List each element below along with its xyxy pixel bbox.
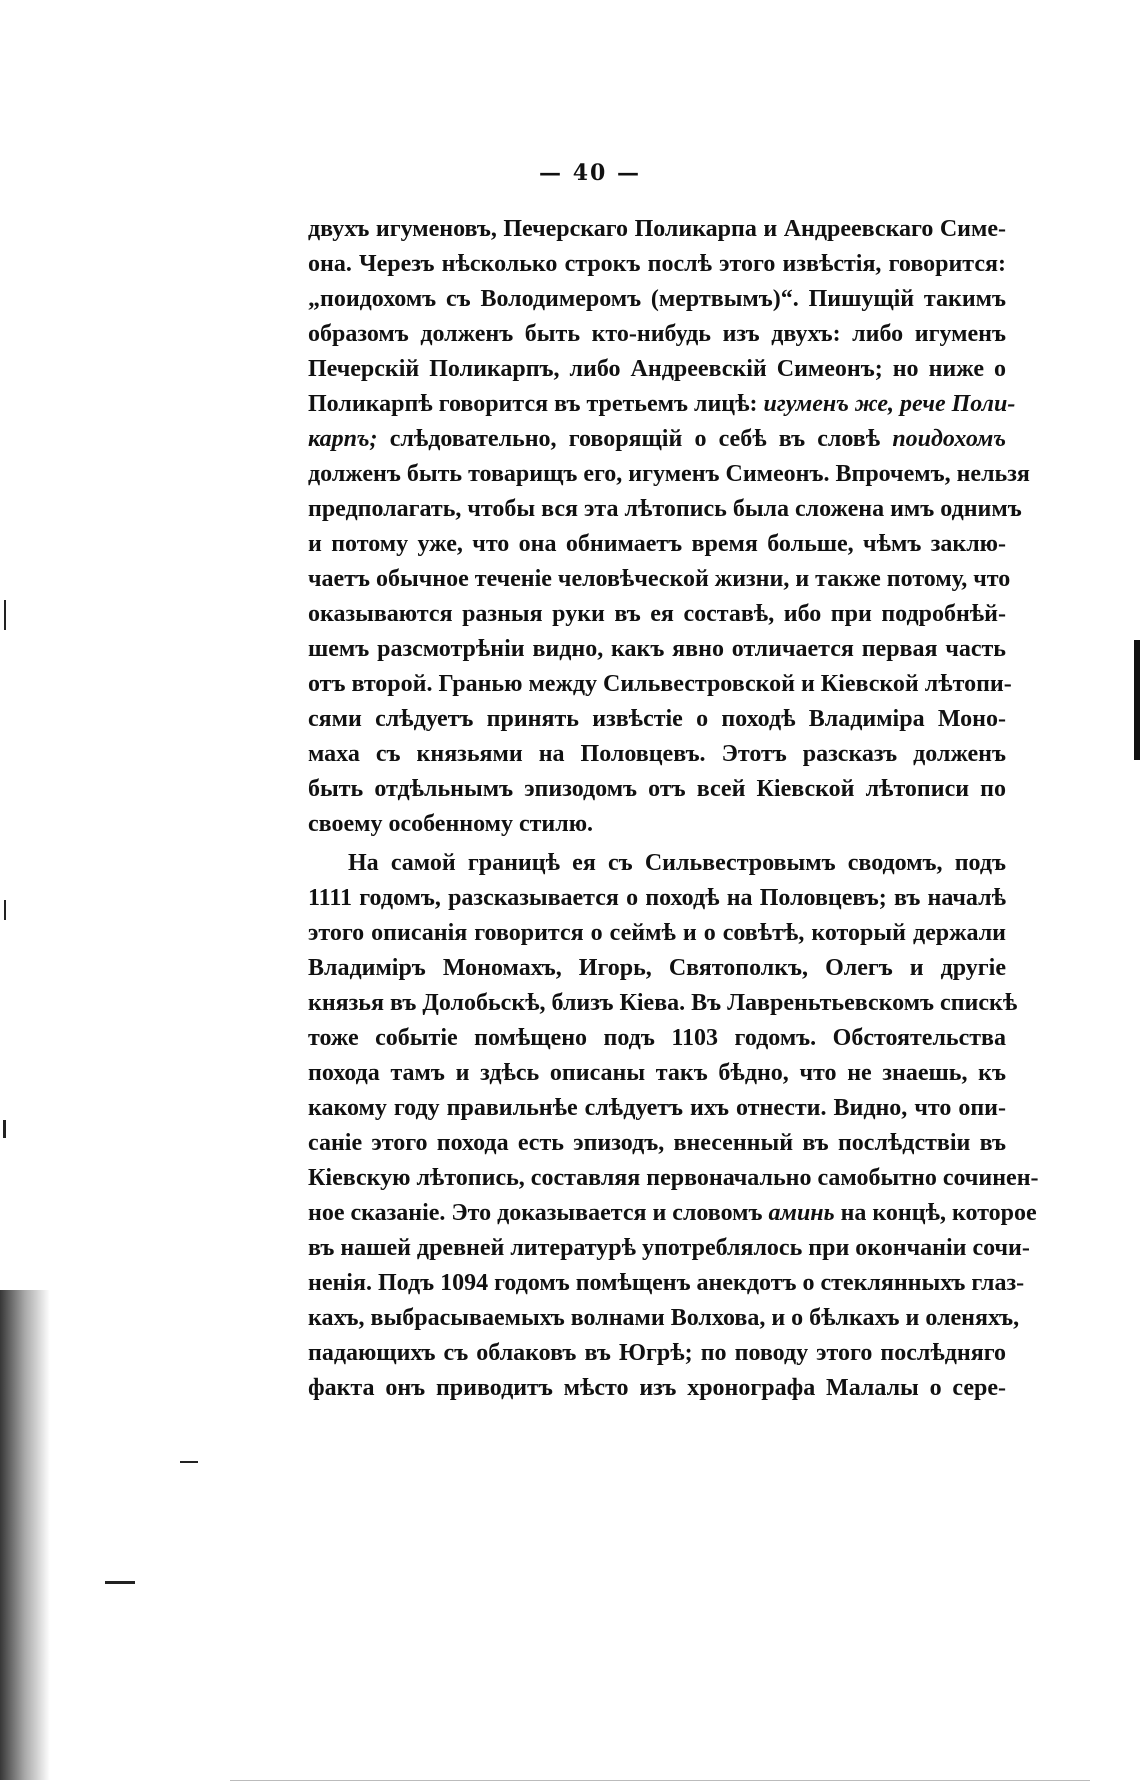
text-line: 1111 годомъ, разсказывается о походѣ на Половцевъ; въ началѣ	[308, 885, 1006, 911]
text-line: какому году правильнѣе слѣдуетъ ихъ отнести. Видно, что опи-	[308, 1095, 1006, 1121]
scan-artifact	[3, 1120, 6, 1138]
text-line: падающихъ съ облаковъ въ Югрѣ; по поводу этого послѣдняго	[308, 1340, 1006, 1366]
italic-quote: игуменъ же, рече Поли-	[763, 391, 1016, 417]
text-line: князья въ Долобьскѣ, близъ Кіева. Въ Лавреньтьевскомъ спискѣ	[308, 990, 1018, 1016]
text-line: оказываются разныя руки въ ея составѣ, ибо при подробнѣй-	[308, 601, 1006, 627]
text-line: отъ второй. Гранью между Сильвестровской и Кіевской лѣтопи-	[308, 671, 1012, 697]
text-line: она. Черезъ нѣсколько строкъ послѣ этого извѣстія, говорится:	[308, 251, 1006, 277]
italic-quote: карпъ;	[308, 426, 378, 452]
text-segment: на концѣ, которое	[840, 1200, 1037, 1226]
text-line: двухъ игуменовъ, Печерскаго Поликарпа и Андреевскаго Симе-	[308, 216, 1006, 242]
text-line	[308, 422, 1006, 457]
italic-word: поидохомъ	[892, 426, 1007, 452]
scan-artifact	[4, 900, 6, 920]
text-segment: ное сказаніе. Это доказывается и словомъ	[308, 1200, 763, 1226]
text-line: Владиміръ Мономахъ, Игорь, Святополкъ, Олегъ и другіе	[308, 955, 1006, 981]
text-line: образомъ долженъ быть кто-нибудь изъ двухъ: либо игуменъ	[308, 321, 1006, 347]
text-line: Кіевскую лѣтопись, составляя первоначально самобытно сочинен-	[308, 1165, 1039, 1191]
scan-artifact	[180, 1461, 198, 1463]
text-line: факта онъ приводитъ мѣсто изъ хронографа Малалы о сере-	[308, 1375, 1006, 1401]
scan-artifact	[1134, 640, 1140, 760]
text-line: и потому уже, что она обнимаетъ время больше, чѣмъ заклю-	[308, 531, 1006, 557]
text-line: сями слѣдуетъ принять извѣстіе о походѣ Владиміра Моно-	[308, 706, 1006, 732]
text-line: своему особенному стилю.	[308, 811, 594, 837]
page-number: — 40 —	[539, 160, 641, 186]
scan-artifact	[230, 1780, 1090, 1781]
scan-artifact	[105, 1581, 135, 1584]
text-line: шемъ разсмотрѣніи видно, какъ явно отличается первая часть	[308, 636, 1006, 662]
text-line: быть отдѣльнымъ эпизодомъ отъ всей Кіевской лѣтописи по	[308, 776, 1006, 802]
text-line: На самой границѣ ея съ Сильвестровымъ сводомъ, подъ	[348, 850, 1006, 876]
text-segment: слѣдовательно, говорящій о себѣ въ словѣ	[389, 426, 881, 452]
scan-artifact	[4, 600, 6, 630]
text-line	[308, 1196, 1037, 1231]
text-line: кахъ, выбрасываемыхъ волнами Волхова, и о бѣлкахъ и оленяхъ,	[308, 1305, 1020, 1331]
binding-shadow	[0, 1290, 50, 1780]
body-text	[308, 212, 1039, 1406]
italic-word: аминь	[768, 1200, 835, 1226]
text-line: въ нашей древней литературѣ употреблялось при окончаніи сочи-	[308, 1235, 1030, 1261]
text-segment: Поликарпѣ говорится въ третьемъ лицѣ:	[308, 391, 758, 417]
text-line: „поидохомъ съ Володимеромъ (мертвымъ)“. Пишущій такимъ	[308, 286, 1006, 312]
text-line: ненія. Подъ 1094 годомъ помѣщенъ анекдотъ о стеклянныхъ глаз-	[308, 1270, 1025, 1296]
text-line: долженъ быть товарищъ его, игуменъ Симеонъ. Впрочемъ, нельзя	[308, 461, 1030, 487]
text-line: маха съ князьями на Половцевъ. Этотъ разсказъ долженъ	[308, 741, 1006, 767]
text-line	[308, 387, 1016, 422]
text-line: этого описанія говорится о сеймѣ и о совѣтѣ, который держали	[308, 920, 1006, 946]
text-line: тоже событіе помѣщено подъ 1103 годомъ. Обстоятельства	[308, 1025, 1006, 1051]
text-line: чаетъ обычное теченіе человѣческой жизни, и также потому, что	[308, 566, 1011, 592]
text-line: похода тамъ и здѣсь описаны такъ бѣдно, что не знаешь, къ	[308, 1060, 1006, 1086]
text-line: предполагать, чтобы вся эта лѣтопись была сложена имъ однимъ	[308, 496, 1022, 522]
text-line: Печерскій Поликарпъ, либо Андреевскій Симеонъ; но ниже о	[308, 356, 1006, 382]
text-line: саніе этого похода есть эпизодъ, внесенный въ послѣдствіи въ	[308, 1130, 1006, 1156]
